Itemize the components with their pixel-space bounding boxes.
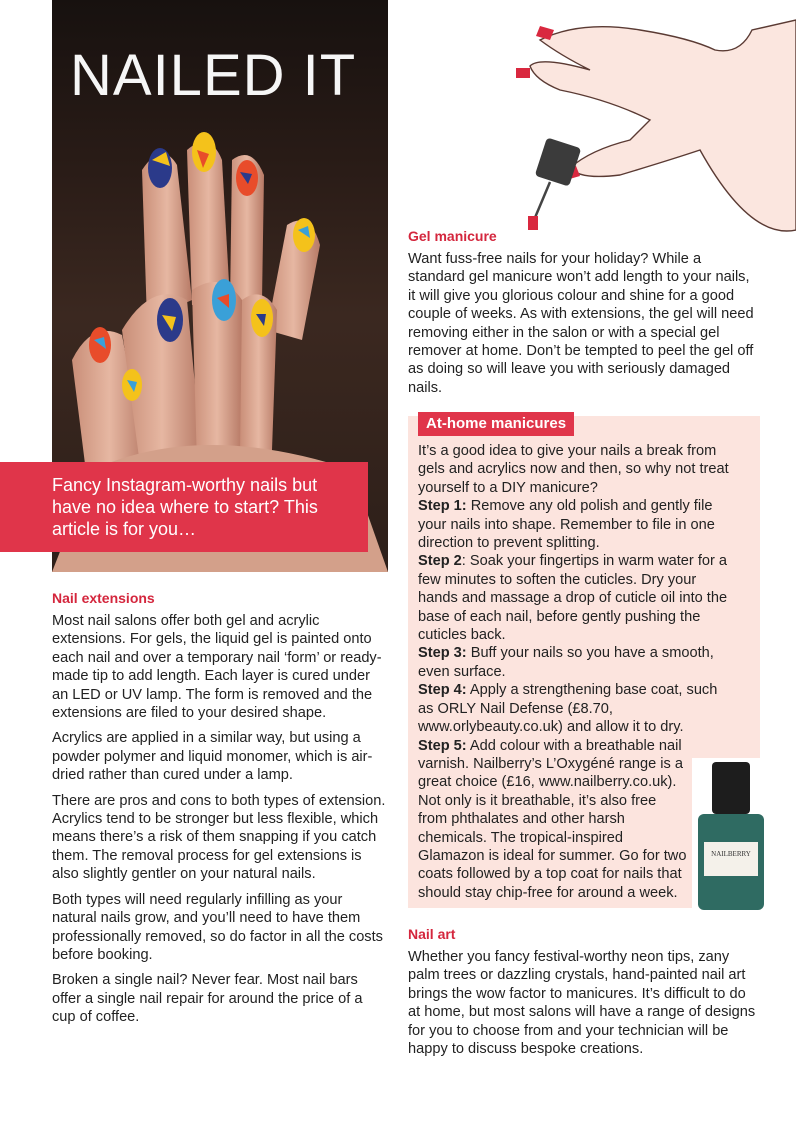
step-5: Step 5: Add colour with a breathable nail varnish. Nailberry’s L’Oxygéné range is a great choice (£16, www.nailberry.co.uk). Not only is it breathable, it’s also free from phthalates and other harsh chemicals. The tropical-inspired Glamazon is ideal for summer. Go for two coats followed by a top coat for nails that should stay chip-free for around a week. [418, 737, 687, 901]
step-3: Step 3: Buff your nails so you have a smooth, even surface. [418, 645, 714, 680]
nail-extensions-section [52, 590, 386, 1034]
intro-caption: Fancy Instagram-worthy nails but have no idea where to start? This article is for you… [0, 462, 368, 552]
gel-manicure-section [408, 228, 758, 404]
nail-art-section [408, 926, 758, 1065]
section-heading: Nail extensions [52, 590, 155, 606]
hand-holding-brush-illustration [500, 0, 796, 260]
box-heading: At-home manicures [418, 412, 574, 436]
svg-text:NAILBERRY: NAILBERRY [711, 850, 751, 858]
paragraph: Both types will need regularly infilling as your natural nails grow, and you’ll need to have them professionally removed, so do factor in all the costs before booking. [52, 891, 383, 963]
paragraph: There are pros and cons to both types of extension. Acrylics tend to be stronger but less flexible, which means there’s a risk of them snapping if you catch them. The removal process for gel extensions is also slightly gentler on your natural nails. [52, 792, 386, 883]
step-4: Step 4: Apply a strengthening base coat, such as ORLY Nail Defense (£8.70, www.orlybeauty.co.uk) and allow it to dry. [418, 682, 718, 736]
page-title: NAILED IT [70, 43, 357, 108]
paragraph: Want fuss-free nails for your holiday? While a standard gel manicure won’t add length to your nails, it will give you glorious colour and shine for a good couple of weeks. As with extensions, the gel will need removing either in the salon or with a special gel remover at home. Don’t be tempted to peel the gel off as doing so will leave you with seriously damaged nails. [408, 251, 754, 396]
paragraph: Acrylics are applied in a similar way, but using a powder polymer and liquid monomer, which is air-dried rather than cured under a lamp. [52, 730, 373, 784]
section-heading: Gel manicure [408, 228, 497, 244]
intro-paragraph: It’s a good idea to give your nails a break from gels and acrylics now and then, so why not treat yourself to a DIY manicure? [418, 443, 729, 496]
paragraph: Broken a single nail? Never fear. Most nail bars offer a single nail repair for around the price of a cup of coffee. [52, 972, 363, 1026]
section-heading: Nail art [408, 926, 456, 942]
nail-polish-bottle-image [692, 758, 770, 916]
step-2: Step 2: Soak your fingertips in warm water for a few minutes to soften the cuticles. Dry your hands and massage a drop of cuticle oil into the base of each nail, before gently pushing the cuticles back. [418, 553, 728, 644]
paragraph: Most nail salons offer both gel and acrylic extensions. For gels, the liquid gel is painted onto each nail and over a temporary nail ‘form’ or ready-made tip to add length. Each layer is cured under an LED or UV lamp. The form is removed and the extensions are filed to your desired shape. [52, 613, 382, 722]
step-1: Step 1: Remove any old polish and gently file your nails into shape. Remember to file in one direction to prevent splitting. [418, 498, 715, 552]
paragraph: Whether you fancy festival-worthy neon tips, zany palm trees or dazzling crystals, hand-painted nail art brings the wow factor to manicures. It’s difficult to do at home, but most salons will have a range of designs for you to choose from and your technician will be happy to discuss bespoke creations. [408, 949, 756, 1058]
